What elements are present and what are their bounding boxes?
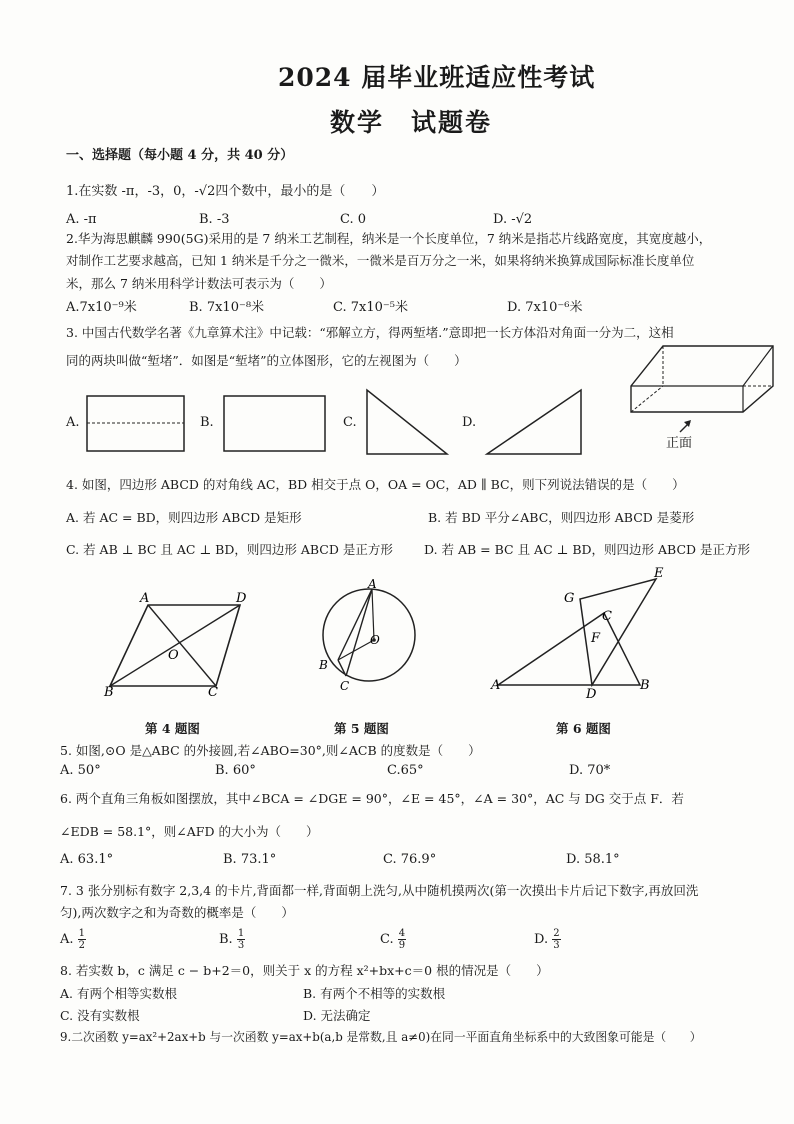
q2-option-a: A.7x10⁻⁹米 [66, 300, 137, 315]
q7-option-a [60, 928, 86, 951]
q7-line1: 7. 3 张分别标有数字 2,3,4 的卡片,背面都一样,背面朝上洗匀,从中随机摸两次(第一次摸出卡片后记下数字,再放回洗 [60, 883, 699, 898]
fig5-label-b: B [319, 658, 328, 672]
q7-option-b-label: B. [219, 932, 233, 947]
q3-option-c-figure [365, 388, 449, 456]
q8-option-d: D. 无法确定 [303, 1008, 371, 1023]
q1-option-c: C. 0 [340, 212, 367, 227]
q4-option-d: D. 若 AB = BC 且 AC ⊥ BD，则四边形 ABCD 是正方形 [424, 542, 751, 557]
exam-title: 2024 届毕业班适应性考试 [278, 63, 596, 92]
q7-option-d-fraction: $\frac{2}{3}$ [553, 928, 560, 951]
q7-option-c-label: C. [380, 932, 394, 947]
q3-option-d-label: D. [462, 415, 477, 430]
fig5-label-c: C [340, 679, 350, 693]
q3-line1: 3. 中国古代数学名著《九章算术注》中记载：“邪解立方，得两堑堵.”意即把一长方体沿对角面一分为二，这相 [66, 325, 674, 340]
q5-option-b: B. 60° [215, 763, 256, 778]
q1-stem: 1.在实数 -π，-3，0，-√2四个数中，最小的是（ ） [66, 184, 385, 199]
figure-6-triangles [488, 565, 668, 700]
figure-5-circle [316, 578, 426, 693]
q3-option-c-label: C. [343, 415, 357, 430]
front-view-label: 正面 [666, 436, 693, 451]
fig4-label-c: C [208, 685, 218, 700]
figure-4-caption: 第 4 题图 [145, 721, 200, 736]
q8-option-c: C. 没有实数根 [60, 1008, 140, 1023]
figure-5-caption: 第 5 题图 [334, 721, 389, 736]
q2-line3: 米，那么 7 纳米用科学计数法可表示为（ ） [66, 276, 332, 291]
fig6-label-c: C [602, 609, 612, 624]
q7-option-c [380, 928, 406, 951]
q8-option-b: B. 有两个不相等的实数根 [303, 986, 446, 1001]
exam-subtitle: 数学 试题卷 [330, 108, 493, 137]
q6-option-a: A. 63.1° [60, 852, 114, 867]
q2-option-c: C. 7x10⁻⁵米 [333, 300, 408, 315]
q9-stem: 9.二次函数 y=ax²+2ax+b 与一次函数 y=ax+b(a,b 是常数,且 a≠0)在同一平面直角坐标系中的大致图象可能是（ ） [60, 1030, 702, 1044]
q7-option-d-label: D. [534, 932, 549, 947]
q6-line1: 6. 两个直角三角板如图摆放，其中∠BCA = ∠DGE = 90°，∠E = 45°，∠A = 30°，AC 与 DG 交于点 F．若 [60, 791, 684, 806]
q5-option-c: C.65° [387, 763, 424, 778]
figure-4-parallelogram [100, 588, 270, 698]
q5-stem: 5. 如图,⊙O 是△ABC 的外接圆,若∠ABO=30°,则∠ACB 的度数是（ ） [60, 743, 481, 758]
q6-option-c: C. 76.9° [383, 852, 437, 867]
fig4-label-d: D [236, 591, 247, 606]
q7-option-a-label: A. [60, 932, 74, 947]
q5-option-a: A. 50° [60, 763, 101, 778]
q3-option-b-figure [223, 395, 327, 453]
q4-option-c: C. 若 AB ⊥ BC 且 AC ⊥ BD，则四边形 ABCD 是正方形 [66, 542, 393, 557]
fig6-label-d: D [586, 687, 597, 702]
q7-line2: 匀),两次数字之和为奇数的概率是（ ） [60, 905, 294, 920]
q3-option-a-figure [86, 395, 186, 453]
q7-option-b [219, 928, 245, 951]
q8-stem: 8. 若实数 b，c 满足 c − b+2＝0，则关于 x 的方程 x²+bx+c＝0 根的情况是（ ） [60, 963, 549, 978]
q4-option-b: B. 若 BD 平分∠ABC，则四边形 ABCD 是菱形 [428, 510, 695, 525]
q4-stem: 4. 如图，四边形 ABCD 的对角线 AC，BD 相交于点 O，OA = OC，AD ∥ BC，则下列说法错误的是（ ） [66, 477, 685, 492]
q3-prism-figure [627, 340, 777, 420]
q2-option-b: B. 7x10⁻⁸米 [189, 300, 265, 315]
fig4-label-o: O [168, 648, 179, 663]
q7-option-c-fraction: $\frac{4}{9}$ [398, 928, 406, 951]
q1-option-b: B. -3 [199, 212, 230, 227]
fig6-label-b: B [640, 678, 650, 693]
fig6-label-g: G [564, 591, 575, 606]
q6-option-d: D. 58.1° [566, 852, 620, 867]
q7-option-b-fraction: $\frac{1}{3}$ [237, 928, 245, 951]
section-heading: 一、选择题（每小题 4 分，共 40 分） [66, 148, 294, 163]
fig6-label-e: E [654, 566, 664, 581]
fig6-label-a: A [491, 678, 501, 693]
q6-line2: ∠EDB = 58.1°，则∠AFD 的大小为（ ） [60, 824, 319, 839]
q2-option-d: D. 7x10⁻⁶米 [507, 300, 583, 315]
q3-option-b-label: B. [200, 415, 214, 430]
q7-option-a-fraction: $\frac{1}{2}$ [78, 928, 86, 951]
q4-option-a: A. 若 AC = BD，则四边形 ABCD 是矩形 [66, 510, 302, 525]
q6-option-b: B. 73.1° [223, 852, 277, 867]
q3-option-d-figure [485, 388, 583, 456]
fig4-label-a: A [140, 591, 150, 606]
q5-option-d: D. 70* [569, 763, 611, 778]
q8-option-a: A. 有两个相等实数根 [60, 986, 177, 1001]
fig4-label-b: B [104, 685, 114, 700]
figure-6-caption: 第 6 题图 [556, 721, 611, 736]
q3-line2: 同的两块叫做“堑堵”．如图是“堑堵”的立体图形，它的左视图为（ ） [66, 353, 467, 368]
q2-line1: 2.华为海思麒麟 990(5G)采用的是 7 纳米工艺制程，纳米是一个长度单位，7 纳米是指芯片线路宽度，其宽度越小， [66, 231, 712, 246]
fig5-label-o: O [370, 633, 380, 647]
q1-option-a: A. -π [66, 212, 97, 227]
q3-option-a-label: A. [66, 415, 80, 430]
fig6-label-f: F [591, 631, 601, 646]
q2-line2: 对制作工艺要求越高，已知 1 纳米是千分之一微米，一微米是百万分之一米，如果将纳米换算成国际标准长度单位 [66, 253, 695, 268]
q7-option-d [534, 928, 561, 951]
q1-option-d: D. -√2 [493, 212, 533, 227]
fig5-label-a: A [368, 577, 377, 591]
